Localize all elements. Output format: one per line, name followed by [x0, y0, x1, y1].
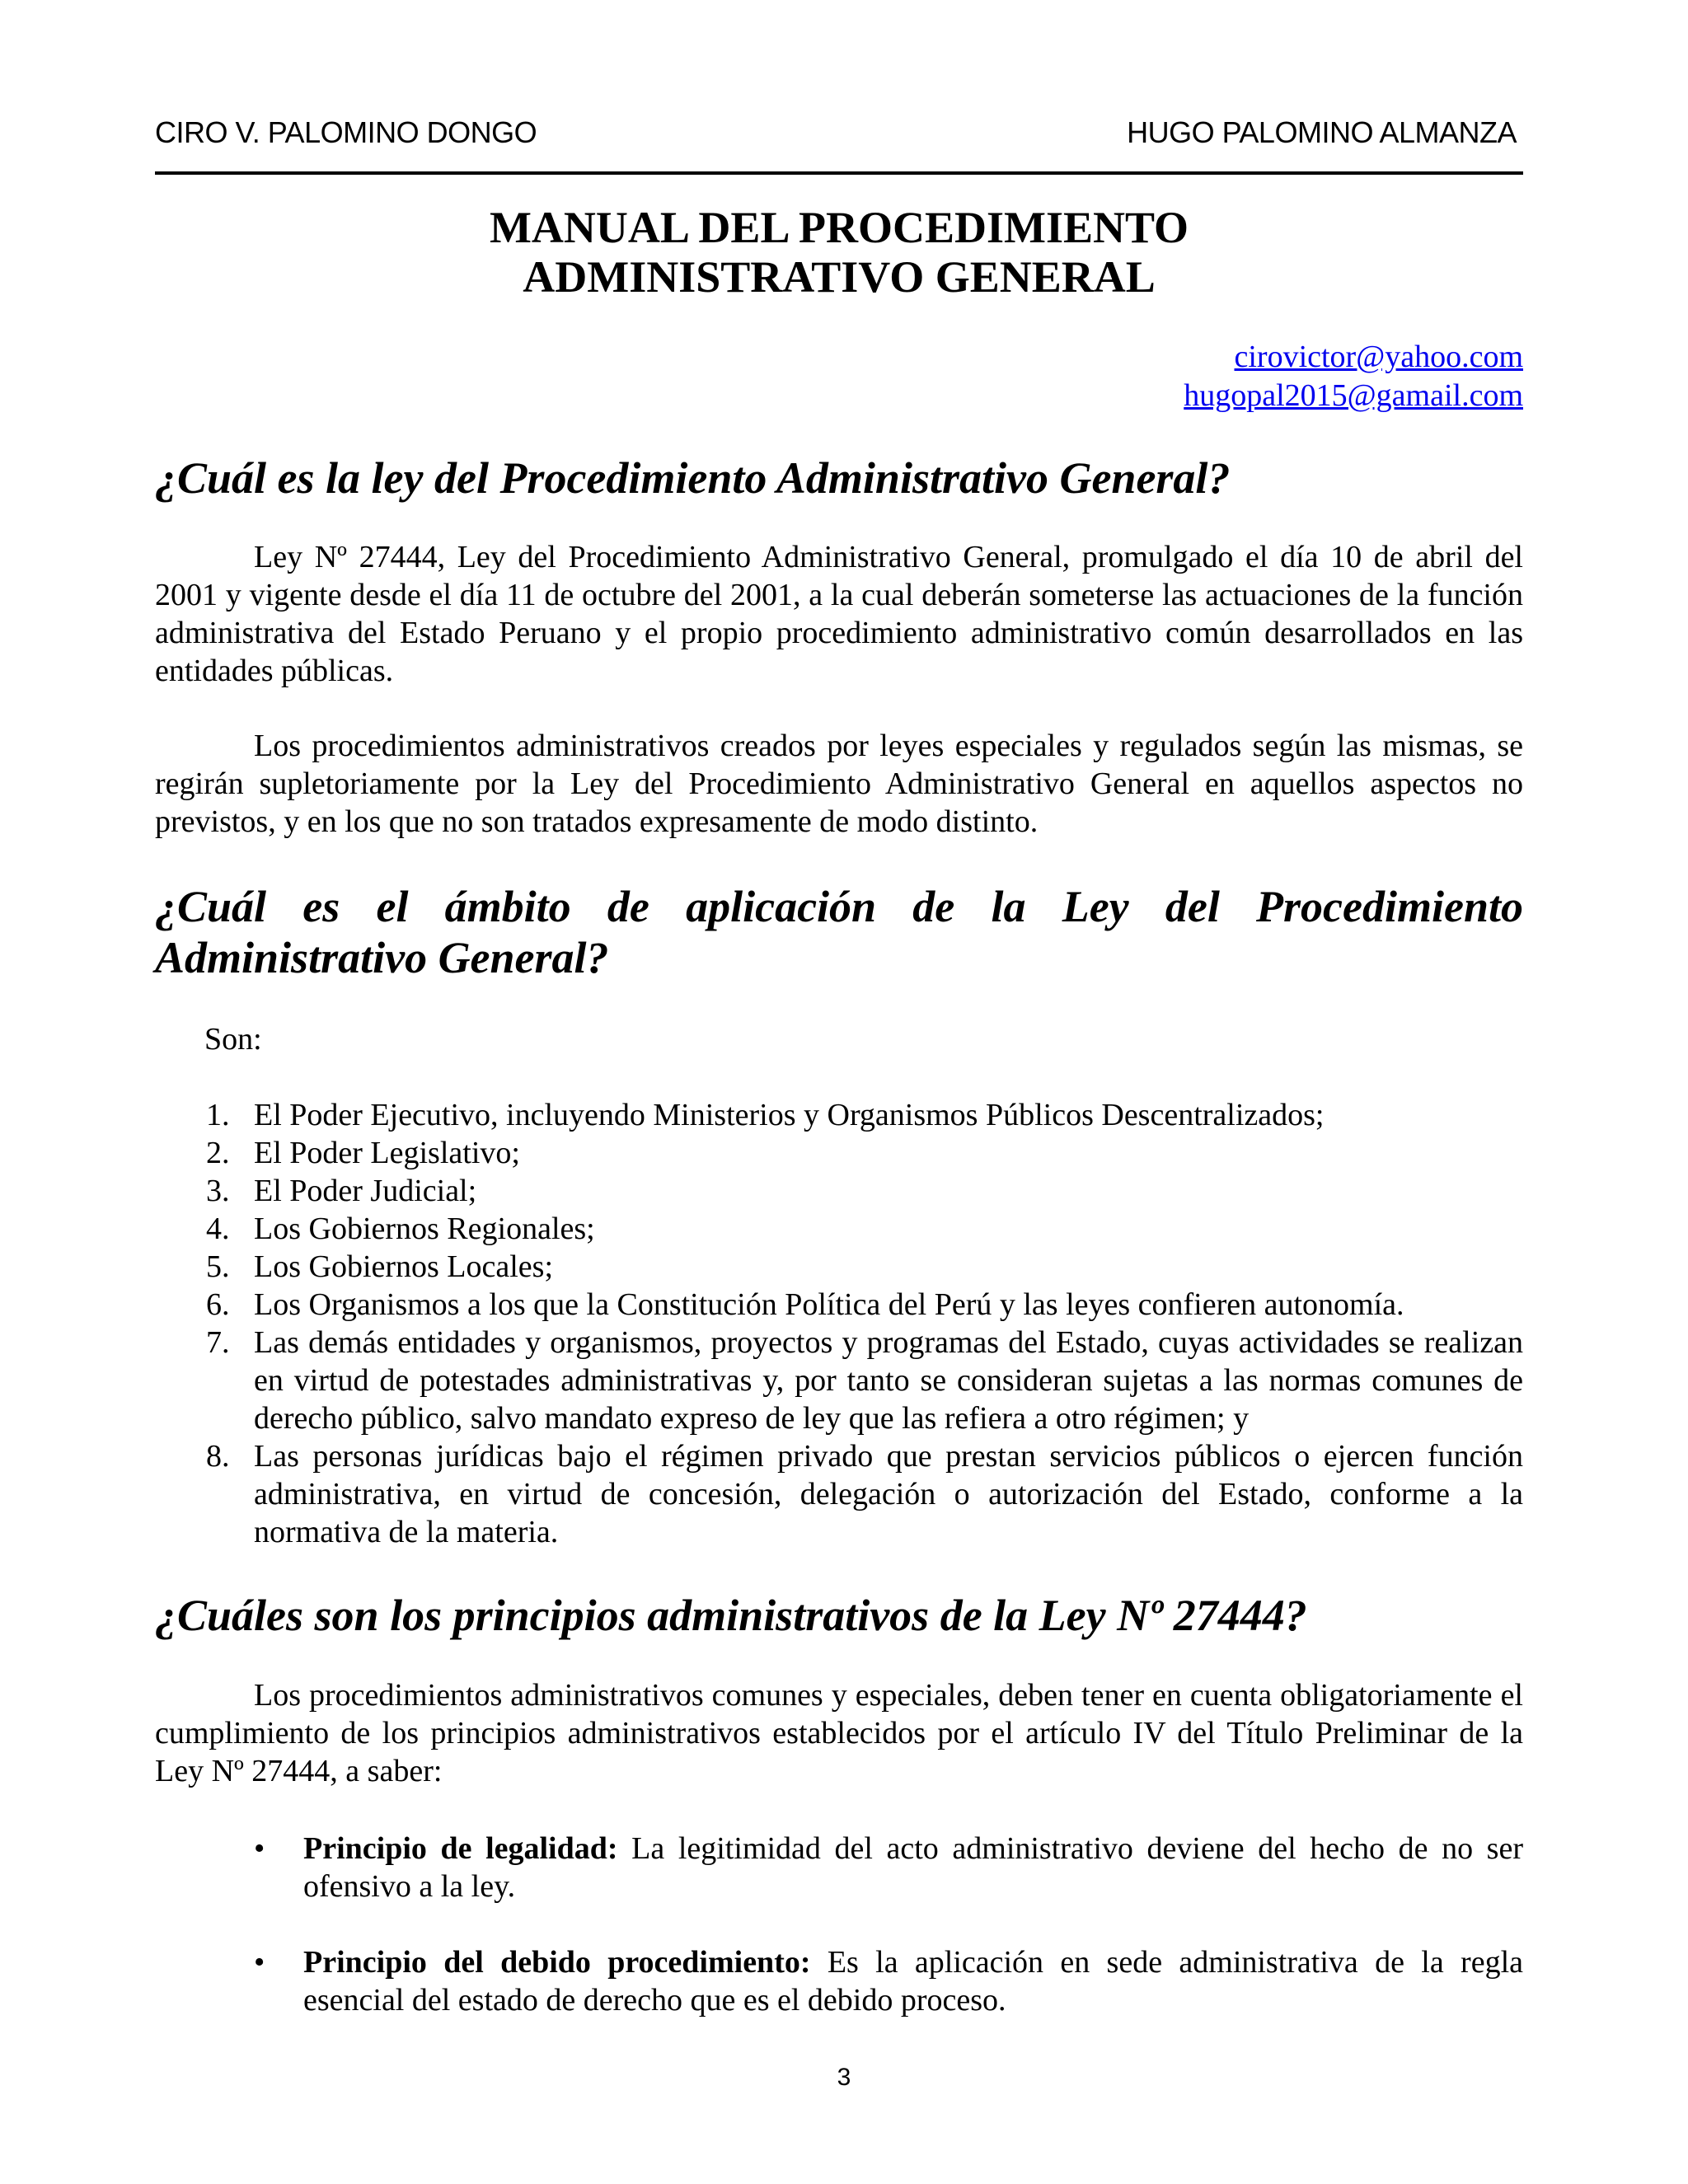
header-rule: [155, 171, 1523, 175]
section-heading: [155, 882, 1523, 931]
header-author-left: CIRO V. PALOMINO DONGO: [155, 115, 537, 149]
list-number: 4.: [206, 1212, 230, 1246]
principle-name: Principio de legalidad:: [303, 1831, 618, 1866]
list-text: Los Organismos a los que la Constitución Política del Perú y las leyes confieren autonomía.: [254, 1287, 1404, 1322]
list-item: [155, 1248, 1523, 1286]
list-text: Los Gobiernos Regionales;: [254, 1212, 595, 1246]
email-link[interactable]: cirovictor@yahoo.com: [1234, 340, 1523, 374]
list-number: 2.: [206, 1136, 230, 1170]
list-item: [155, 1172, 1523, 1210]
section-body: [155, 727, 1523, 841]
heading-line-2: Administrativo General?: [155, 933, 609, 982]
list-item: [155, 1324, 1523, 1437]
list-item: [155, 1134, 1523, 1172]
list-text: El Poder Ejecutivo, incluyendo Ministerios y Organismos Públicos Descentralizados;: [254, 1098, 1325, 1132]
bullet: •: [254, 1831, 265, 1866]
principle-name: Principio del debido procedimiento:: [303, 1945, 811, 1980]
list-text: Las personas jurídicas bajo el régimen privado que prestan servicios públicos o ejercen función administrativa, en virtud de concesión, delegación o autorización del Estado, conforme a la normativa de la materia.: [254, 1439, 1523, 1549]
email-link[interactable]: hugopal2015@gamail.com: [1184, 378, 1523, 413]
list-intro: Son:: [204, 1022, 262, 1057]
numbered-list: [155, 1096, 1523, 1551]
principle-text: Es la aplicación en sede administrativa de la regla esencial del estado de derecho que es el debido proceso.: [303, 1945, 1523, 2018]
contact-emails: [1184, 338, 1523, 415]
list-text: Las demás entidades y organismos, proyectos y programas del Estado, cuyas actividades se realizan en virtud de potestades administrativas y, por tanto se consideran sujetas a las normas comunes de derecho público, salvo mandato expreso de ley que las refiera a otro régimen; y: [254, 1325, 1523, 1436]
paragraph: Los procedimientos administrativos creados por leyes especiales y regulados según las mismas, se regirán supletoriamente por la Ley del Procedimiento Administrativo General en aquellos aspectos no previstos, y en los que no son tratados expresamente de modo distinto.: [155, 729, 1523, 839]
heading-line-1: ¿Cuál es el ámbito de aplicación de la Ley del Procedimiento: [155, 882, 1523, 931]
running-header: [155, 115, 1523, 157]
list-text: El Poder Judicial;: [254, 1174, 477, 1208]
section-heading-continued: [155, 933, 1523, 982]
list-number: 1.: [206, 1098, 230, 1132]
bullet: •: [254, 1945, 265, 1980]
list-item: [155, 1096, 1523, 1134]
list-number: 3.: [206, 1174, 230, 1208]
title-line-1: MANUAL DEL PROCEDIMIENTO: [489, 203, 1189, 252]
principle-item: [155, 1830, 1523, 1905]
page-number: 3: [837, 2064, 851, 2091]
title-line-2: ADMINISTRATIVO GENERAL: [523, 252, 1156, 302]
list-number: 8.: [206, 1439, 230, 1474]
principle-item: [155, 1943, 1523, 2019]
principles-list: [155, 1830, 1523, 1905]
list-number: 7.: [206, 1325, 230, 1360]
paragraph: Los procedimientos administrativos comunes y especiales, deben tener en cuenta obligatoriamente el cumplimiento de los principios administrativos establecidos por el artículo IV del Título Preliminar de la Ley Nº 27444, a saber:: [155, 1678, 1523, 1788]
list-item: [155, 1437, 1523, 1551]
list-text: El Poder Legislativo;: [254, 1136, 520, 1170]
section-heading: ¿Cuál es la ley del Procedimiento Administrativo General?: [155, 453, 1231, 503]
paragraph: Ley Nº 27444, Ley del Procedimiento Administrativo General, promulgado el día 10 de abril del 2001 y vigente desde el día 11 de octubre del 2001, a la cual deberán someterse las actuaciones de la función administrativa del Estado Peruano y el propio procedimiento administrativo común desarrollados en las entidades públicas.: [155, 540, 1523, 688]
section-body: [155, 538, 1523, 690]
list-text: Los Gobiernos Locales;: [254, 1249, 554, 1284]
section-body: [155, 1676, 1523, 1790]
principle-text: La legitimidad del acto administrativo deviene del hecho de no ser ofensivo a la ley.: [303, 1831, 1523, 1904]
document-title: [155, 203, 1523, 302]
principles-list: [155, 1943, 1523, 2019]
list-item: [155, 1210, 1523, 1248]
list-item: [155, 1286, 1523, 1324]
list-number: 6.: [206, 1287, 230, 1322]
header-author-right: HUGO PALOMINO ALMANZA: [1127, 115, 1517, 149]
list-number: 5.: [206, 1249, 230, 1284]
section-heading: ¿Cuáles son los principios administrativos de la Ley Nº 27444?: [155, 1591, 1307, 1640]
